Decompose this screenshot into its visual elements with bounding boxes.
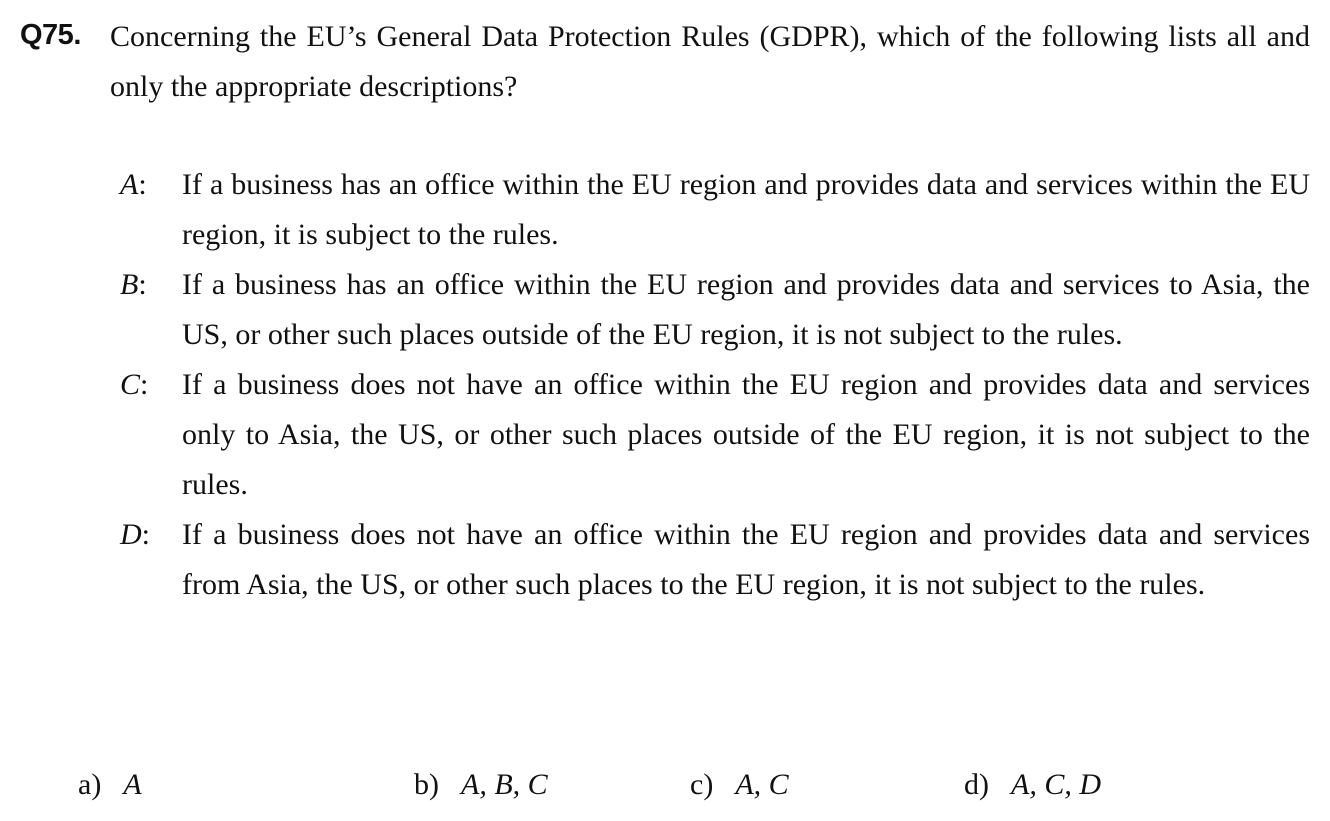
statement-a-text: If a business has an office within the EU region and provides data and services within the EU region, it is subject to the rules. (182, 168, 1310, 251)
choice-c-label: c) (690, 768, 714, 801)
choice-b-answer: A, B, C (461, 768, 548, 801)
choice-a[interactable] (78, 760, 142, 810)
statement-b-letter: B (120, 268, 139, 301)
statement-c (120, 360, 1310, 510)
statement-list (120, 160, 1310, 610)
statement-a-letter: A (120, 168, 139, 201)
choice-d[interactable] (964, 760, 1101, 810)
question-text: Concerning the EU’s General Data Protection Rules (GDPR), which of the following lists all and only the appropriate descriptions? (110, 20, 1310, 103)
statement-d (120, 510, 1310, 610)
statement-b-label: B: (120, 268, 147, 301)
statement-d-letter: D (120, 518, 142, 551)
choice-a-answer: A (123, 768, 142, 801)
statement-d-label: D: (120, 518, 151, 551)
choice-c[interactable] (690, 760, 789, 810)
statement-a (120, 160, 1310, 260)
choice-d-answer: A, C, D (1011, 768, 1101, 801)
statement-b-text: If a business has an office within the EU region and provides data and services to Asia, the US, or other such places outside of the EU region, it is not subject to the rules. (182, 268, 1310, 351)
choice-b-label: b) (414, 768, 439, 801)
statement-c-text: If a business does not have an office within the EU region and provides data and services only to Asia, the US, or other such places outside of the EU region, it is not subject to the rules. (182, 368, 1310, 501)
choice-c-answer: A, C (735, 768, 789, 801)
question-number: Q75. (20, 19, 81, 51)
choice-d-label: d) (964, 768, 989, 801)
statement-b (120, 260, 1310, 360)
choice-b[interactable] (414, 760, 548, 810)
statement-c-letter: C (120, 368, 141, 401)
choice-a-label: a) (78, 768, 102, 801)
statement-d-text: If a business does not have an office within the EU region and provides data and services from Asia, the US, or other such places to the EU region, it is not subject to the rules. (182, 518, 1310, 601)
statement-c-label: C: (120, 368, 149, 401)
statement-a-label: A: (120, 168, 147, 201)
